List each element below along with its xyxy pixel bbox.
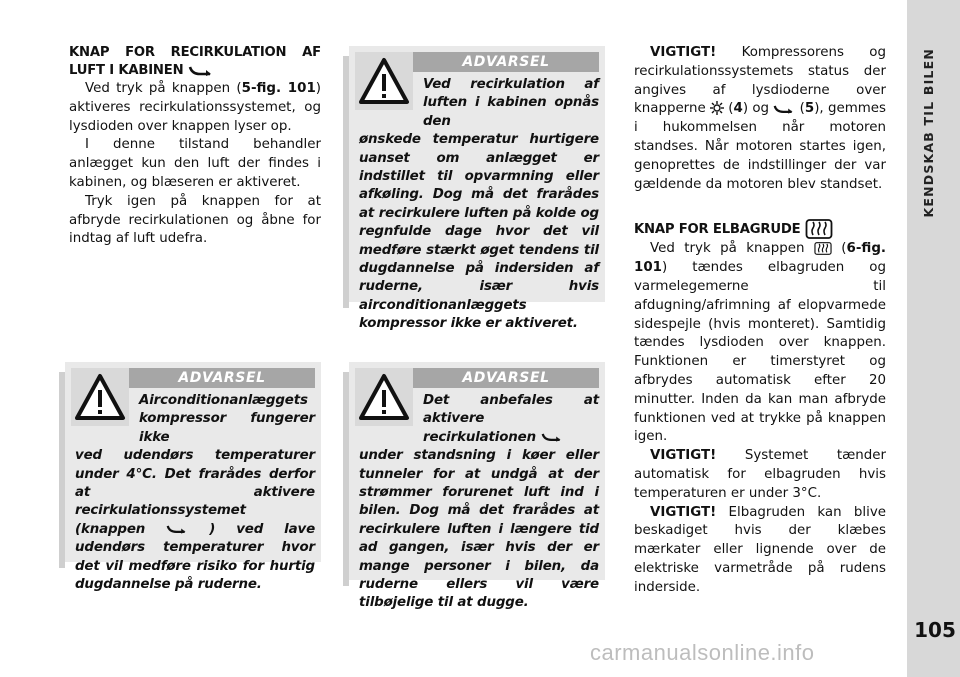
warning-box-compressor — [65, 362, 321, 593]
rear-defrost-paragraph: Ved tryk på knappen (6-fig. 101) tændes elbagruden og varmelegemerne til afdugning/afrimning af elopvarmede sidespejle (hvis monteret). Samtidig tændes lysdioden over knappen. Funktionen er timerstyret og afbrydes automatisk efter 20 minutter. Inden da kan man afbryde funktionen ved at trykke på knappen igen. — [634, 241, 886, 445]
recirculation-icon — [188, 64, 214, 76]
section-tab-label: KENDSKAB TIL BILEN — [921, 48, 936, 218]
recirculation-icon — [166, 523, 188, 534]
rear-defrost-heading: KNAP FOR ELBAGRUDE — [634, 218, 886, 240]
left-column — [69, 44, 321, 249]
warning-title: ADVARSEL — [413, 368, 599, 388]
warning-text-b: under standsning i køer eller tunneler for at undgå at der strømmer forurenet luft ind i bilen. Dog må det frarådes at recirkulere luften i længere tid ad gangen, især hvis der er mange personer i bilen, da ruderne ellers vil være tilbøjelige til at dugge. — [359, 448, 599, 611]
warning-title: ADVARSEL — [129, 368, 315, 388]
warning-box-queue — [349, 362, 605, 611]
recirc-paragraph-2: I denne tilstand behandler anlægget kun den luft der findes i kabinen, og blæseren er aktiveret. — [69, 137, 321, 190]
vigtigt-paragraph-2: VIGTIGT! Systemet tænder automatisk for elbagruden hvis temperaturen er under 3°C. — [634, 448, 886, 501]
warning-text-b: ved udendørs temperaturer under 4°C. Det frarådes derfor at aktivere recirkulationssystemet (knappen — [75, 448, 315, 537]
warning-box-recirculation — [349, 46, 605, 332]
compressor-icon — [710, 101, 724, 115]
vigtigt-paragraph-1: VIGTIGT! Kompressorens og recirkulationssystemets status der angives af lysdioderne over knapperne (4) og (5), gemmes i hukommelsen når motoren standses. Når motoren startes igen, genoprettes de indstillinger der var gældende da motoren blev standset. — [634, 45, 886, 192]
warning-text-c: ) ved lave udendørs temperaturer hvor det vil medføre risiko for hurtig dugdannelse på ruderne. — [75, 521, 315, 593]
right-column — [634, 44, 886, 598]
recirc-paragraph-1: Ved tryk på knappen (5-fig. 101) aktiveres recirkulationssystemet, og lysdioden over knappen lyser op. — [69, 81, 321, 134]
watermark: carmanualsonline.info — [590, 640, 815, 665]
page-number: 105 — [914, 618, 956, 642]
recirc-heading: KNAP FOR RECIRKULATION AF LUFT I KABINEN — [69, 45, 321, 78]
warning-text-a: Airconditionanlæggets kompressor fungerer ikke — [139, 393, 315, 445]
rear-defrost-icon — [814, 241, 832, 256]
rear-defrost-icon — [805, 218, 833, 240]
recirculation-icon — [541, 431, 563, 442]
recirc-paragraph-3: Tryk igen på knappen for at afbryde recirkulationen og åbne for indtag af luft udefra. — [69, 193, 321, 247]
warning-text-b: ønskede temperatur hurtigere uanset om anlægget er indstillet til opvarmning eller afkøling. Dog må det frarådes at recirkulere luften på kolde og regnfulde dage hvor det vil medføre stærkt øget tendens til dugdannelse på indersiden af ruderne, især hvis airconditionanlæggets kompressor ikke er aktiveret. — [359, 132, 599, 332]
warning-text-a: Det anbefales at aktivere recirkulationen — [423, 393, 599, 445]
recirculation-icon — [773, 103, 795, 114]
warning-text-a: Ved recirkulation af luften i kabinen opnås den — [423, 77, 599, 129]
vigtigt-paragraph-3: VIGTIGT! Elbagruden kan blive beskadiget hvis der klæbes mærkater eller lignende over de elektriske varmetråde på rudens inderside. — [634, 504, 886, 595]
warning-title: ADVARSEL — [413, 52, 599, 72]
